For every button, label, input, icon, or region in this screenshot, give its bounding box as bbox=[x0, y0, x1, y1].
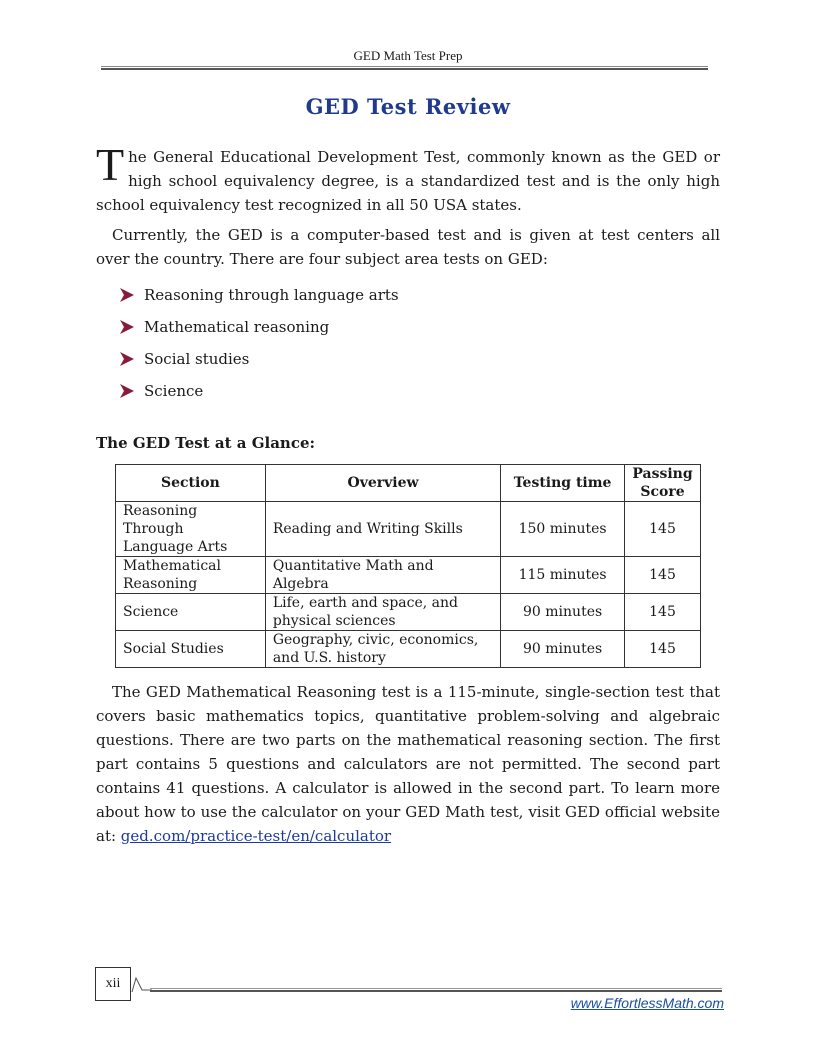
chevron-right-icon bbox=[118, 318, 136, 336]
calculator-link[interactable]: ged.com/practice-test/en/calculator bbox=[120, 827, 392, 845]
website-link[interactable]: www.EffortlessMath.com bbox=[570, 995, 724, 1011]
chevron-right-icon bbox=[118, 382, 136, 400]
list-item bbox=[118, 279, 720, 311]
cell-section: Social Studies bbox=[116, 631, 266, 668]
page-number: xii bbox=[95, 967, 131, 1001]
cell-overview: Life, earth and space, and physical sciences bbox=[265, 594, 500, 631]
math-reasoning-text: The GED Mathematical Reasoning test is a 115-minute, single-section test that covers basic mathematics topics, quantitative problem-solving and algebraic questions. There are two parts on the mathematical reasoning section. The first part contains 5 questions and calculators are not permitted. The second part contains 41 questions. A calculator is allowed in the second part. To learn more about how to use the calculator on your GED Math test, visit GED official website at: bbox=[96, 683, 720, 845]
math-reasoning-paragraph bbox=[96, 680, 720, 848]
header-section: Section bbox=[116, 465, 266, 502]
table-row bbox=[116, 631, 701, 668]
chevron-right-icon bbox=[118, 286, 136, 304]
footer-rule bbox=[150, 988, 722, 992]
cell-overview: Geography, civic, economics, and U.S. history bbox=[265, 631, 500, 668]
cell-testing-time: 90 minutes bbox=[501, 594, 625, 631]
header-passing-score: Passing Score bbox=[624, 465, 700, 502]
cell-testing-time: 150 minutes bbox=[501, 502, 625, 557]
header-overview: Overview bbox=[265, 465, 500, 502]
cell-testing-time: 115 minutes bbox=[501, 557, 625, 594]
subject-label: Science bbox=[144, 382, 204, 400]
subject-label: Mathematical reasoning bbox=[144, 318, 330, 336]
cell-overview: Reading and Writing Skills bbox=[265, 502, 500, 557]
page-title: GED Test Review bbox=[305, 94, 511, 119]
subject-label: Reasoning through language arts bbox=[144, 286, 399, 304]
list-item bbox=[118, 343, 720, 375]
cell-section: Mathematical Reasoning bbox=[116, 557, 266, 594]
cell-section: Science bbox=[116, 594, 266, 631]
subjects-intro-paragraph: Currently, the GED is a computer-based test and is given at test centers all over the country. There are four subject area tests on GED: bbox=[96, 226, 720, 268]
glance-table bbox=[115, 464, 701, 668]
subject-list bbox=[118, 279, 720, 407]
footer-ornament bbox=[130, 970, 152, 994]
body-content bbox=[96, 139, 720, 407]
intro-paragraph bbox=[96, 139, 720, 217]
table-row bbox=[116, 594, 701, 631]
table-row bbox=[116, 502, 701, 557]
table-row bbox=[116, 557, 701, 594]
header-testing-time: Testing time bbox=[501, 465, 625, 502]
cell-passing-score: 145 bbox=[624, 594, 700, 631]
intro-text: he General Educational Development Test, commonly known as the GED or high school equivalency degree, is a standardized test and is the only high school equivalency test recognized in all 50 USA states. bbox=[96, 148, 720, 214]
header-rule bbox=[101, 66, 708, 70]
cell-passing-score: 145 bbox=[624, 502, 700, 557]
glance-heading: The GED Test at a Glance: bbox=[96, 434, 316, 452]
running-header: GED Math Test Prep bbox=[353, 48, 463, 63]
subject-label: Social studies bbox=[144, 350, 250, 368]
list-item bbox=[118, 375, 720, 407]
drop-cap: T bbox=[96, 139, 125, 190]
table-header-row bbox=[116, 465, 701, 502]
cell-testing-time: 90 minutes bbox=[501, 631, 625, 668]
cell-passing-score: 145 bbox=[624, 557, 700, 594]
list-item bbox=[118, 311, 720, 343]
cell-passing-score: 145 bbox=[624, 631, 700, 668]
cell-overview: Quantitative Math and Algebra bbox=[265, 557, 500, 594]
chevron-right-icon bbox=[118, 350, 136, 368]
cell-section: Reasoning Through Language Arts bbox=[116, 502, 266, 557]
